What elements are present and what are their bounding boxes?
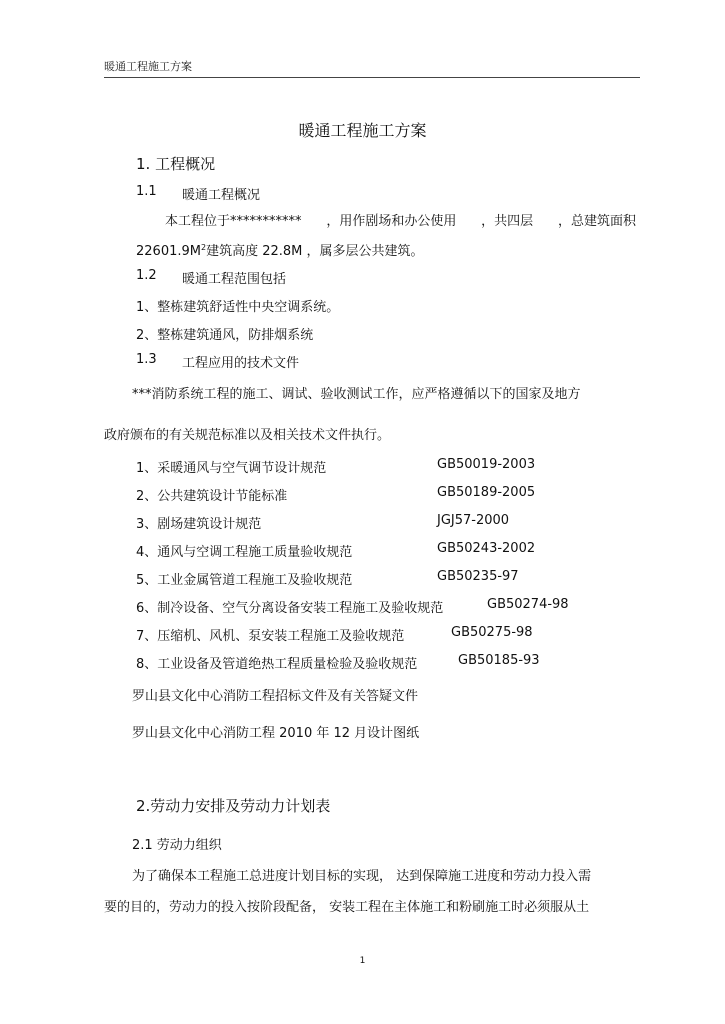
standard-code: GB50275-98 (451, 625, 533, 640)
section-1-1-number: 1.1 (136, 184, 157, 199)
standard-code: GB50235-97 (437, 569, 519, 584)
running-header: 暖通工程施工方案 (104, 60, 192, 73)
page-number: 1 (359, 956, 366, 966)
section-1-3-label: 工程应用的技术文件 (182, 356, 300, 371)
section-1-heading: 1. 工程概况 (136, 155, 216, 173)
header-rule (104, 77, 640, 78)
overview-paragraph-line-2 (136, 240, 424, 259)
standard-name: 3、剧场建筑设计规范 (136, 517, 262, 532)
overview-word: ，用作剧场和办公使用 (326, 214, 457, 229)
standard-code: GB50185-93 (458, 653, 540, 668)
standard-code: JGJ57-2000 (437, 513, 510, 528)
standard-name: 2、公共建筑设计节能标准 (136, 489, 288, 504)
labor-paragraph-line-2: 要的目的，劳动力的投入按阶段配备， 安装工程在主体施工和粉刷施工时必须服从土 (104, 900, 590, 915)
labor-paragraph-line-1: 为了确保本工程施工总进度计划目标的实现， 达到保障施工进度和劳动力投入需 (132, 869, 592, 884)
section-1-2-label: 暖通工程范围包括 (182, 272, 287, 287)
section-2-heading: 2.劳动力安排及劳动力计划表 (136, 797, 331, 815)
technical-docs-intro-line-2: 政府颁布的有关规范标准以及相关技术文件执行。 (104, 428, 391, 443)
area-value: 22601.9M (136, 244, 201, 259)
standard-name: 7、压缩机、风机、泵安装工程施工及验收规范 (136, 629, 405, 644)
standard-code: GB50189-2005 (437, 485, 536, 500)
overview-paragraph-line-1 (165, 210, 636, 229)
reference-document: 罗山县文化中心消防工程招标文件及有关答疑文件 (132, 689, 419, 704)
section-1-3-number: 1.3 (136, 352, 157, 367)
scope-item: 2、整栋建筑通风，防排烟系统 (136, 328, 314, 343)
section-1-2-number: 1.2 (136, 268, 157, 283)
scope-item: 1、整栋建筑舒适性中央空调系统。 (136, 300, 340, 315)
standard-code: GB50243-2002 (437, 541, 536, 556)
standard-name: 5、工业金属管道工程施工及验收规范 (136, 573, 353, 588)
section-2-1-heading: 2.1 劳动力组织 (132, 838, 222, 853)
standard-code: GB50274-98 (487, 597, 569, 612)
standard-name: 8、工业设备及管道绝热工程质量检验及验收规范 (136, 657, 418, 672)
standard-name: 4、通风与空调工程施工质量验收规范 (136, 545, 353, 560)
building-height-text: 建筑高度 22.8M ，属多层公共建筑。 (206, 244, 424, 259)
section-1-1-label: 暖通工程概况 (182, 188, 261, 203)
document-title: 暖通工程施工方案 (298, 121, 427, 140)
overview-word: ，总建筑面积 (557, 214, 636, 229)
standard-name: 6、制冷设备、空气分离设备安装工程施工及验收规范 (136, 601, 444, 616)
standard-code: GB50019-2003 (437, 457, 536, 472)
standard-name: 1、采暖通风与空气调节设计规范 (136, 461, 327, 476)
technical-docs-intro-line-1: ***消防系统工程的施工、调试、验收测试工作，应严格遵循以下的国家及地方 (132, 387, 581, 402)
overview-word: ，共四层 (481, 214, 534, 229)
area-unit-superscript: 2 (200, 243, 207, 252)
reference-document: 罗山县文化中心消防工程 2010 年 12 月设计图纸 (132, 726, 420, 741)
overview-word: 本工程位于*********** (165, 214, 302, 229)
